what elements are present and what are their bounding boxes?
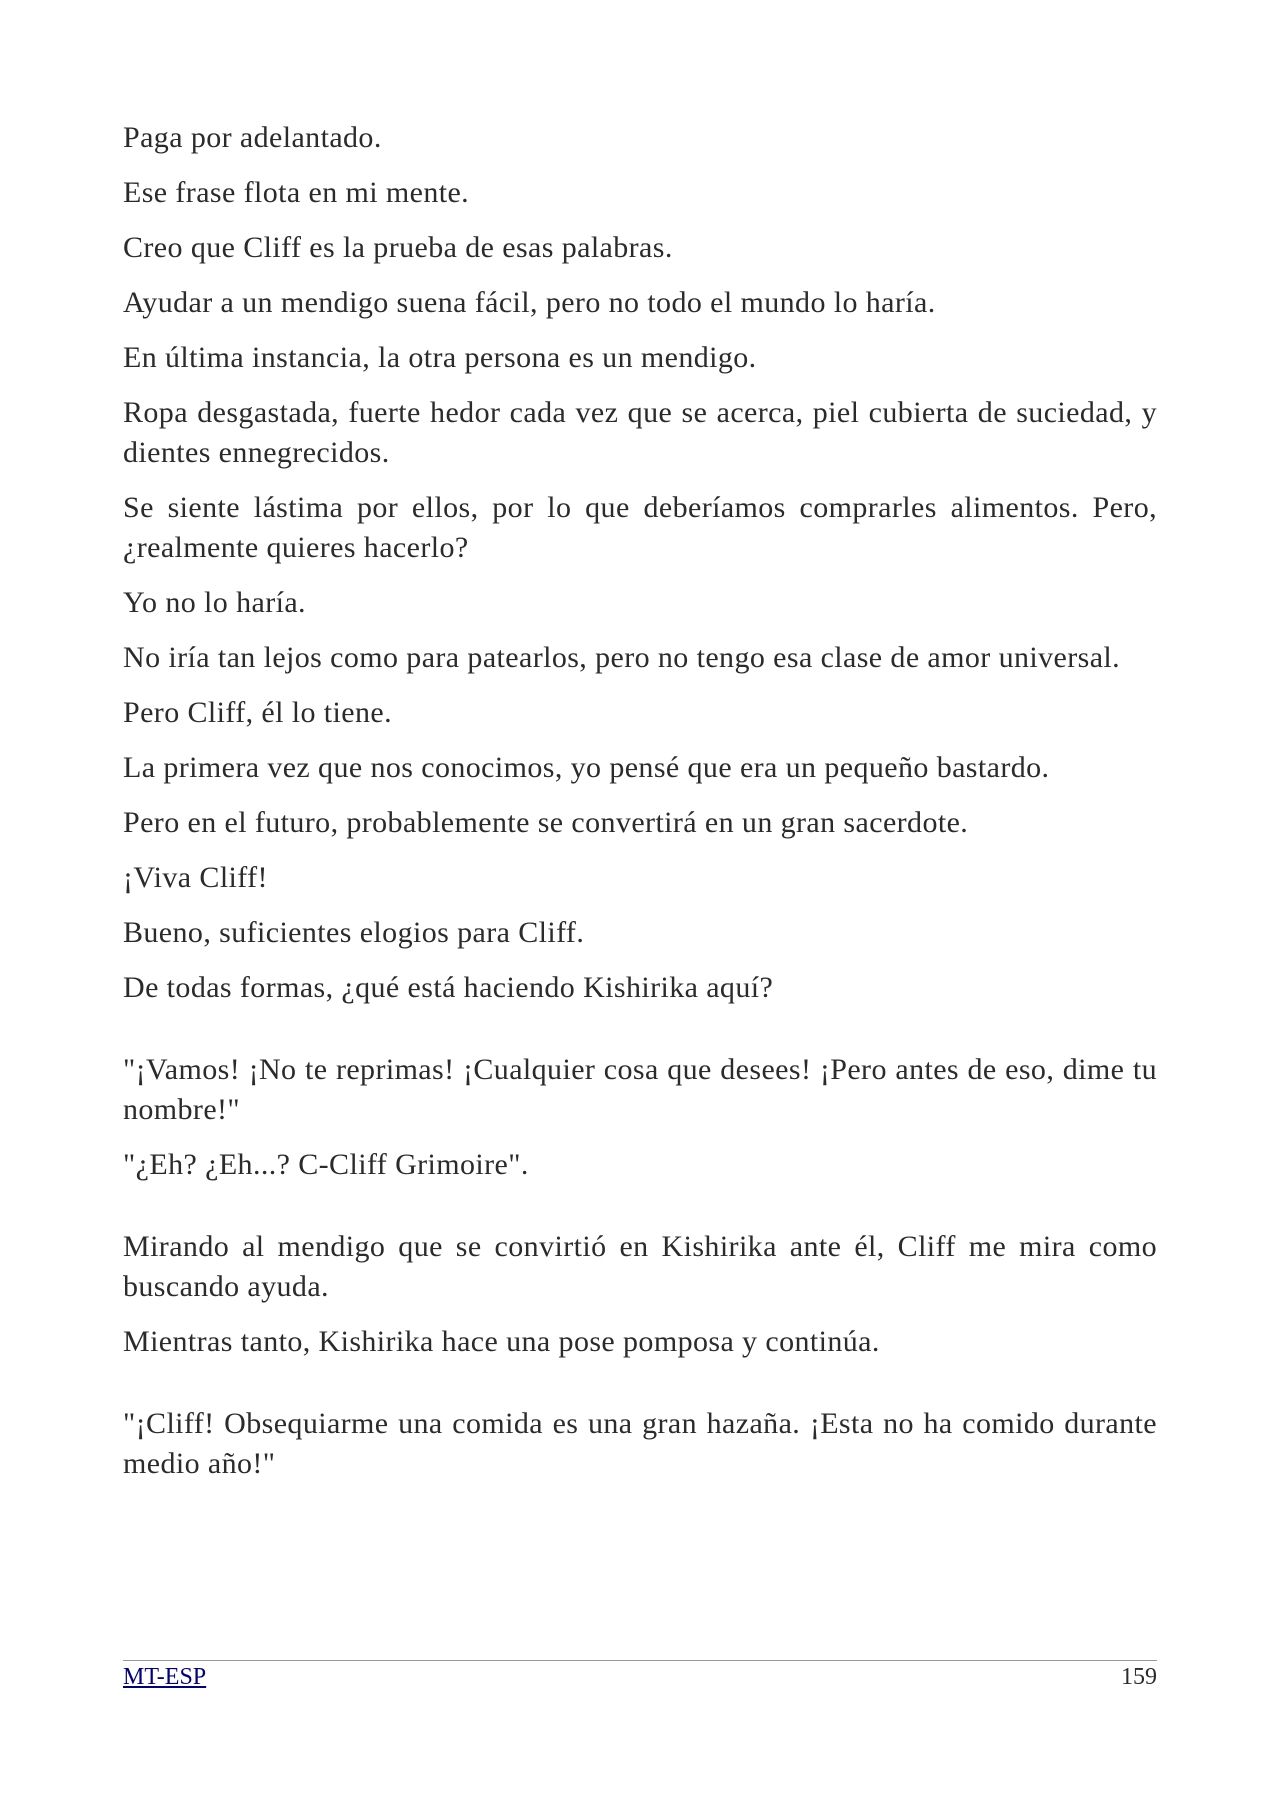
page-number: 159: [1121, 1664, 1157, 1690]
paragraph: Ropa desgastada, fuerte hedor cada vez que se acerca, piel cubierta de suciedad, y dientes ennegrecidos.: [123, 396, 1157, 469]
paragraph: ¡Viva Cliff!: [123, 861, 268, 894]
paragraph: Se siente lástima por ellos, por lo que deberíamos comprarles alimentos. Pero, ¿realmente quieres hacerlo?: [123, 491, 1157, 564]
page-body: [123, 118, 1157, 1499]
paragraph: De todas formas, ¿qué está haciendo Kishirika aquí?: [123, 971, 774, 1004]
paragraph: No iría tan lejos como para patearlos, pero no tengo esa clase de amor universal.: [123, 641, 1121, 674]
paragraph: Bueno, suficientes elogios para Cliff.: [123, 916, 585, 949]
footer-divider: [123, 1660, 1157, 1661]
paragraph: En última instancia, la otra persona es un mendigo.: [123, 341, 757, 374]
dialogue-paragraph: "¡Cliff! Obsequiarme una comida es una gran hazaña. ¡Esta no ha comido durante medio año!": [123, 1407, 1157, 1480]
paragraph: Paga por adelantado.: [123, 121, 382, 154]
dialogue-paragraph: "¡Vamos! ¡No te reprimas! ¡Cualquier cosa que desees! ¡Pero antes de eso, dime tu nombre!": [123, 1053, 1157, 1126]
paragraph: Ayudar a un mendigo suena fácil, pero no todo el mundo lo haría.: [123, 286, 936, 319]
paragraph: Yo no lo haría.: [123, 586, 306, 619]
paragraph: Pero Cliff, él lo tiene.: [123, 696, 392, 729]
paragraph: La primera vez que nos conocimos, yo pensé que era un pequeño bastardo.: [123, 751, 1050, 784]
dialogue-paragraph: "¿Eh? ¿Eh...? C-Cliff Grimoire".: [123, 1148, 529, 1181]
paragraph: Creo que Cliff es la prueba de esas palabras.: [123, 231, 673, 264]
footer-site-link[interactable]: MT-ESP: [123, 1664, 207, 1690]
paragraph: Mientras tanto, Kishirika hace una pose pomposa y continúa.: [123, 1325, 880, 1358]
paragraph: Pero en el futuro, probablemente se convertirá en un gran sacerdote.: [123, 806, 969, 839]
paragraph: Ese frase flota en mi mente.: [123, 176, 470, 209]
paragraph: Mirando al mendigo que se convirtió en Kishirika ante él, Cliff me mira como buscando ayuda.: [123, 1230, 1157, 1303]
